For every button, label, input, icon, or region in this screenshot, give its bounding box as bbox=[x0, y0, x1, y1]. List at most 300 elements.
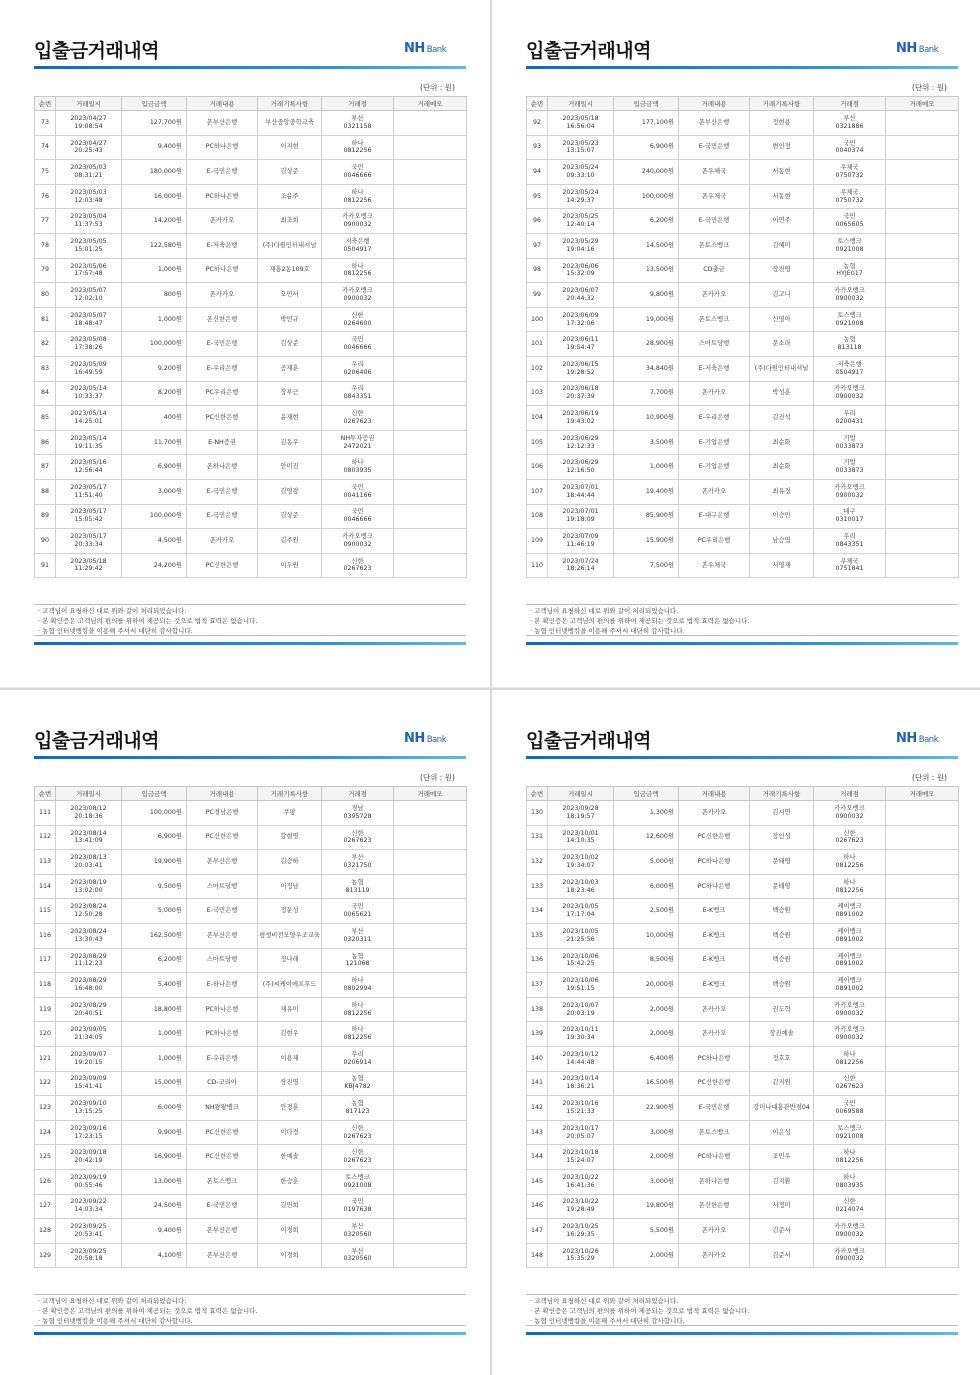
memo-cell bbox=[394, 209, 467, 234]
deposit-amount-cell: 15,900원 bbox=[614, 529, 679, 554]
datetime-cell bbox=[56, 801, 122, 826]
seq-cell: 92 bbox=[527, 111, 548, 136]
branch-cell bbox=[322, 553, 394, 578]
deposit-amount-cell: 7,700원 bbox=[614, 381, 679, 406]
branch-name: 부산 bbox=[351, 854, 364, 862]
branch-name: 하나 bbox=[351, 1026, 364, 1034]
deposit-amount-cell: 14,200원 bbox=[122, 209, 187, 234]
branch-cell bbox=[322, 899, 394, 924]
branch-code: 0267623 bbox=[343, 1157, 372, 1165]
branch-cell bbox=[322, 406, 394, 431]
branch-cell bbox=[814, 825, 886, 850]
date-text: 2023/05/07 bbox=[70, 287, 107, 295]
record-cell: 김혜미 bbox=[750, 233, 814, 258]
deposit-amount-cell: 10,000원 bbox=[614, 923, 679, 948]
datetime-cell bbox=[56, 973, 122, 998]
memo-cell bbox=[886, 135, 959, 160]
time-text: 16:48:00 bbox=[74, 984, 103, 992]
table-row bbox=[35, 1145, 467, 1170]
record-cell: 김상준 bbox=[258, 160, 322, 185]
col-header-deposit: 입금금액 bbox=[122, 97, 187, 111]
branch-code: 0321158 bbox=[343, 122, 372, 130]
branch-code: 813118 bbox=[837, 344, 862, 352]
content-cell: 폰카카오 bbox=[679, 801, 750, 826]
branch-name: 부산 bbox=[351, 1247, 364, 1255]
branch-name: 부산 bbox=[843, 114, 856, 122]
record-cell: 재홍2동109호 bbox=[258, 258, 322, 283]
table-row bbox=[35, 1096, 467, 1121]
footer-rule bbox=[34, 1332, 466, 1335]
deposit-amount-cell: 2,000원 bbox=[614, 997, 679, 1022]
content-cell: 폰토스뱅크 bbox=[187, 1169, 258, 1194]
date-text: 2023/06/11 bbox=[562, 336, 599, 344]
datetime-cell bbox=[548, 825, 614, 850]
branch-code: 0812256 bbox=[343, 270, 372, 278]
record-cell: 강현명 bbox=[258, 825, 322, 850]
seq-cell: 131 bbox=[527, 825, 548, 850]
table-row bbox=[527, 948, 959, 973]
datetime-cell bbox=[548, 406, 614, 431]
datetime-cell bbox=[548, 504, 614, 529]
deposit-amount-cell: 8,200원 bbox=[122, 381, 187, 406]
table-row bbox=[35, 1169, 467, 1194]
date-text: 2023/10/26 bbox=[562, 1247, 599, 1255]
branch-code: 0900032 bbox=[835, 491, 864, 499]
logo-bank-text: Bank bbox=[918, 735, 939, 745]
table-row bbox=[527, 111, 959, 136]
unit-label: (단위 : 원) bbox=[912, 83, 947, 92]
branch-name: 신한 bbox=[351, 829, 364, 837]
date-text: 2023/05/24 bbox=[562, 188, 599, 196]
deposit-amount-cell: 16,900원 bbox=[122, 1145, 187, 1170]
table-row bbox=[35, 825, 467, 850]
deposit-amount-cell: 3,500원 bbox=[614, 430, 679, 455]
col-header-branch: 거래점 bbox=[322, 97, 394, 111]
branch-name: 국민 bbox=[843, 139, 856, 147]
datetime-cell bbox=[56, 258, 122, 283]
branch-code: 0320311 bbox=[343, 935, 372, 943]
memo-cell bbox=[394, 258, 467, 283]
table-row bbox=[527, 332, 959, 357]
branch-name: 카카오뱅크 bbox=[834, 385, 865, 393]
table-row bbox=[35, 184, 467, 209]
memo-cell bbox=[394, 801, 467, 826]
deposit-amount-cell: 240,000원 bbox=[614, 160, 679, 185]
table-row bbox=[35, 874, 467, 899]
date-text: 2023/04/27 bbox=[70, 139, 107, 147]
branch-code: 0267623 bbox=[835, 837, 864, 845]
date-text: 2023/07/24 bbox=[562, 557, 599, 565]
date-text: 2023/10/14 bbox=[562, 1075, 599, 1083]
memo-cell bbox=[886, 381, 959, 406]
datetime-cell bbox=[56, 233, 122, 258]
deposit-amount-cell: 9,900원 bbox=[122, 1120, 187, 1145]
record-cell: 윤재현 bbox=[258, 406, 322, 431]
record-cell: 문태영 bbox=[750, 850, 814, 875]
branch-cell bbox=[814, 1046, 886, 1071]
time-text: 20:25:43 bbox=[74, 147, 103, 155]
branch-cell bbox=[322, 997, 394, 1022]
branch-code: 0812256 bbox=[343, 147, 372, 155]
seq-cell: 130 bbox=[527, 801, 548, 826]
col-header-branch: 거래점 bbox=[814, 97, 886, 111]
branch-code: 0206914 bbox=[343, 1058, 372, 1066]
statement-page-2 bbox=[490, 0, 980, 687]
record-cell: 서동현 bbox=[750, 160, 814, 185]
record-cell: 김상준 bbox=[258, 332, 322, 357]
content-cell: E-국민은행 bbox=[679, 209, 750, 234]
record-cell: 권도혁 bbox=[750, 997, 814, 1022]
record-cell: 장인성 bbox=[750, 825, 814, 850]
content-cell: 폰부산은행 bbox=[187, 1219, 258, 1244]
date-text: 2023/10/02 bbox=[562, 854, 599, 862]
deposit-amount-cell: 2,000원 bbox=[614, 1022, 679, 1047]
date-text: 2023/10/22 bbox=[562, 1173, 599, 1181]
deposit-amount-cell: 18,800원 bbox=[122, 997, 187, 1022]
time-text: 21:25:56 bbox=[566, 935, 595, 943]
seq-cell: 84 bbox=[35, 381, 56, 406]
branch-code: 0065621 bbox=[343, 911, 372, 919]
content-cell: E-국민은행 bbox=[187, 899, 258, 924]
date-text: 2023/05/29 bbox=[562, 237, 599, 245]
seq-cell: 126 bbox=[35, 1169, 56, 1194]
deposit-amount-cell: 14,500원 bbox=[614, 233, 679, 258]
memo-cell bbox=[886, 1046, 959, 1071]
branch-cell bbox=[814, 406, 886, 431]
memo-cell bbox=[394, 1096, 467, 1121]
date-text: 2023/08/24 bbox=[70, 927, 107, 935]
branch-code: 0504917 bbox=[835, 368, 864, 376]
seq-cell: 73 bbox=[35, 111, 56, 136]
branch-name: 국민 bbox=[351, 483, 364, 491]
record-cell: 백승원 bbox=[750, 923, 814, 948]
branch-cell bbox=[322, 1071, 394, 1096]
deposit-amount-cell: 1,000원 bbox=[122, 258, 187, 283]
deposit-amount-cell: 19,000원 bbox=[614, 307, 679, 332]
page-title: 입출금거래내역 bbox=[526, 730, 651, 752]
date-text: 2023/05/17 bbox=[70, 508, 107, 516]
content-cell: 폰카카오 bbox=[679, 1243, 750, 1268]
table-row bbox=[527, 430, 959, 455]
branch-cell bbox=[322, 135, 394, 160]
branch-code: 0320560 bbox=[343, 1230, 372, 1238]
branch-code: 0267623 bbox=[835, 1083, 864, 1091]
time-text: 15:42:25 bbox=[566, 960, 595, 968]
col-header-deposit: 입금금액 bbox=[614, 787, 679, 801]
memo-cell bbox=[886, 1169, 959, 1194]
branch-code: 0504917 bbox=[343, 245, 372, 253]
record-cell: 김승하 bbox=[258, 850, 322, 875]
branch-code: 0812256 bbox=[835, 861, 864, 869]
content-cell: PC하나은행 bbox=[187, 997, 258, 1022]
memo-cell bbox=[394, 1046, 467, 1071]
table-row bbox=[527, 1145, 959, 1170]
table-row bbox=[35, 973, 467, 998]
datetime-cell bbox=[548, 111, 614, 136]
record-cell: 조민우 bbox=[750, 1145, 814, 1170]
date-text: 2023/08/19 bbox=[70, 878, 107, 886]
branch-name: 신한 bbox=[351, 1124, 364, 1132]
branch-cell bbox=[814, 381, 886, 406]
time-text: 19:04:16 bbox=[566, 245, 595, 253]
col-header-datetime: 거래일시 bbox=[56, 97, 122, 111]
seq-cell: 141 bbox=[527, 1071, 548, 1096]
content-cell: E-우리은행 bbox=[187, 1046, 258, 1071]
deposit-amount-cell: 24,500원 bbox=[122, 1194, 187, 1219]
content-cell: PC신한은행 bbox=[187, 825, 258, 850]
branch-code: 0812256 bbox=[343, 196, 372, 204]
branch-cell bbox=[814, 1219, 886, 1244]
date-text: 2023/08/14 bbox=[70, 829, 107, 837]
branch-cell bbox=[814, 973, 886, 998]
content-cell: CD-코리아 bbox=[187, 1071, 258, 1096]
time-text: 12:50:28 bbox=[74, 911, 103, 919]
table-header-row bbox=[527, 787, 959, 801]
content-cell: E-대구은행 bbox=[679, 504, 750, 529]
branch-code: 0267623 bbox=[343, 565, 372, 573]
branch-code: 0921008 bbox=[343, 1181, 372, 1189]
branch-name: 하나 bbox=[351, 1001, 364, 1009]
branch-code: 0267623 bbox=[343, 417, 372, 425]
datetime-cell bbox=[56, 479, 122, 504]
content-cell: 폰우체국 bbox=[679, 553, 750, 578]
deposit-amount-cell: 100,000원 bbox=[614, 184, 679, 209]
branch-name: 우체국 bbox=[840, 557, 859, 565]
seq-cell: 108 bbox=[527, 504, 548, 529]
record-cell: 최유경 bbox=[750, 479, 814, 504]
branch-cell bbox=[322, 1022, 394, 1047]
branch-name: 농협 bbox=[351, 952, 364, 960]
content-cell: PC경남은행 bbox=[187, 801, 258, 826]
content-cell: E-국민은행 bbox=[187, 479, 258, 504]
deposit-amount-cell: 85,900원 bbox=[614, 504, 679, 529]
notice-line: · 본 확인증은 고객님의 편의를 위하여 제공되는 것으로 법적 효력은 없습니다. bbox=[38, 616, 258, 625]
deposit-amount-cell: 10,900원 bbox=[614, 406, 679, 431]
record-cell: 평생비전모양우조교육 bbox=[258, 923, 322, 948]
memo-cell bbox=[886, 184, 959, 209]
seq-cell: 89 bbox=[35, 504, 56, 529]
branch-cell bbox=[322, 1219, 394, 1244]
record-cell: 한승훈 bbox=[258, 1169, 322, 1194]
time-text: 13:15:07 bbox=[566, 147, 595, 155]
deposit-amount-cell: 4,100원 bbox=[122, 1243, 187, 1268]
branch-code: 0900032 bbox=[835, 1230, 864, 1238]
memo-cell bbox=[886, 948, 959, 973]
branch-cell bbox=[814, 1071, 886, 1096]
seq-cell: 115 bbox=[35, 899, 56, 924]
deposit-amount-cell: 9,400원 bbox=[122, 1219, 187, 1244]
content-cell: PC하나은행 bbox=[679, 1046, 750, 1071]
time-text: 00:55:46 bbox=[74, 1181, 103, 1189]
date-text: 2023/06/29 bbox=[562, 459, 599, 467]
memo-cell bbox=[394, 479, 467, 504]
col-header-content: 거래내용 bbox=[679, 787, 750, 801]
memo-cell bbox=[886, 209, 959, 234]
datetime-cell bbox=[548, 1194, 614, 1219]
record-cell: 백승원 bbox=[750, 948, 814, 973]
content-cell: 폰하나은행 bbox=[679, 1169, 750, 1194]
branch-cell bbox=[814, 923, 886, 948]
datetime-cell bbox=[56, 111, 122, 136]
branch-cell bbox=[814, 332, 886, 357]
datetime-cell bbox=[56, 997, 122, 1022]
memo-cell bbox=[394, 899, 467, 924]
branch-code: KBJ4782 bbox=[344, 1083, 371, 1091]
branch-name: 토스뱅크 bbox=[345, 1173, 370, 1181]
branch-name: 국민 bbox=[351, 508, 364, 516]
record-cell: 김준서 bbox=[750, 1219, 814, 1244]
datetime-cell bbox=[56, 381, 122, 406]
branch-code: 0310017 bbox=[835, 516, 864, 524]
content-cell: PC신한은행 bbox=[679, 825, 750, 850]
logo-bank-text: Bank bbox=[918, 45, 939, 55]
datetime-cell bbox=[548, 1169, 614, 1194]
branch-code: 0803935 bbox=[835, 1181, 864, 1189]
datetime-cell bbox=[56, 1022, 122, 1047]
date-text: 2023/05/25 bbox=[562, 213, 599, 221]
branch-code: 0033873 bbox=[835, 442, 864, 450]
table-header-row bbox=[527, 97, 959, 111]
logo-bank-text: Bank bbox=[426, 45, 447, 55]
table-row bbox=[527, 209, 959, 234]
branch-cell bbox=[322, 1120, 394, 1145]
record-cell: 문태영 bbox=[750, 874, 814, 899]
deposit-amount-cell: 13,500원 bbox=[614, 258, 679, 283]
deposit-amount-cell: 1,000원 bbox=[122, 1022, 187, 1047]
branch-name: 신한 bbox=[843, 829, 856, 837]
col-header-memo: 거래메모 bbox=[886, 787, 959, 801]
date-text: 2023/10/06 bbox=[562, 977, 599, 985]
memo-cell bbox=[394, 997, 467, 1022]
seq-cell: 139 bbox=[527, 1022, 548, 1047]
record-cell: 최순화 bbox=[750, 455, 814, 480]
branch-code: 0197638 bbox=[343, 1206, 372, 1214]
branch-code: 0040374 bbox=[835, 147, 864, 155]
seq-cell: 107 bbox=[527, 479, 548, 504]
memo-cell bbox=[886, 1243, 959, 1268]
content-cell: 폰우체국 bbox=[679, 184, 750, 209]
record-cell: 한예솔 bbox=[258, 1145, 322, 1170]
table-row bbox=[35, 948, 467, 973]
datetime-cell bbox=[56, 160, 122, 185]
memo-cell bbox=[394, 529, 467, 554]
table-row bbox=[35, 899, 467, 924]
time-text: 12:03:48 bbox=[74, 196, 103, 204]
time-text: 14:44:48 bbox=[566, 1058, 595, 1066]
branch-code: 0320560 bbox=[343, 1255, 372, 1263]
table-body bbox=[527, 111, 959, 578]
footer-rule bbox=[526, 642, 958, 645]
time-text: 16:29:35 bbox=[566, 1230, 595, 1238]
datetime-cell bbox=[56, 1096, 122, 1121]
branch-cell bbox=[814, 160, 886, 185]
memo-cell bbox=[886, 1120, 959, 1145]
memo-cell bbox=[886, 111, 959, 136]
deposit-amount-cell: 8,500원 bbox=[614, 948, 679, 973]
datetime-cell bbox=[56, 307, 122, 332]
branch-code: 0751841 bbox=[835, 565, 864, 573]
content-cell: 폰카카오 bbox=[187, 209, 258, 234]
branch-code: 0267623 bbox=[343, 1132, 372, 1140]
date-text: 2023/10/06 bbox=[562, 952, 599, 960]
branch-name: 카카오뱅크 bbox=[834, 1001, 865, 1009]
branch-code: 0921008 bbox=[835, 319, 864, 327]
notice-line: · 농협 인터넷뱅킹을 이용해 주셔서 대단히 감사합니다. bbox=[38, 626, 193, 635]
deposit-amount-cell: 100,000원 bbox=[122, 504, 187, 529]
branch-code: 0803935 bbox=[343, 467, 372, 475]
datetime-cell bbox=[56, 1046, 122, 1071]
memo-cell bbox=[394, 504, 467, 529]
branch-name: 케이뱅크 bbox=[837, 927, 862, 935]
memo-cell bbox=[886, 1096, 959, 1121]
branch-name: 신한 bbox=[351, 557, 364, 565]
branch-cell bbox=[814, 283, 886, 308]
date-text: 2023/09/19 bbox=[70, 1173, 107, 1181]
branch-cell bbox=[322, 973, 394, 998]
deposit-amount-cell: 9,800원 bbox=[614, 283, 679, 308]
deposit-amount-cell: 12,600원 bbox=[614, 825, 679, 850]
col-header-deposit: 입금금액 bbox=[614, 97, 679, 111]
time-text: 20:33:34 bbox=[74, 540, 103, 548]
seq-cell: 98 bbox=[527, 258, 548, 283]
content-cell: 스마트당행 bbox=[679, 332, 750, 357]
header-rule bbox=[526, 756, 958, 759]
branch-name: 우리 bbox=[843, 533, 856, 541]
date-text: 2023/05/14 bbox=[70, 385, 107, 393]
branch-code: 0046666 bbox=[343, 344, 372, 352]
seq-cell: 127 bbox=[35, 1194, 56, 1219]
branch-cell bbox=[322, 923, 394, 948]
time-text: 20:53:41 bbox=[74, 1230, 103, 1238]
branch-cell bbox=[322, 283, 394, 308]
transaction-table bbox=[34, 96, 467, 578]
datetime-cell bbox=[548, 529, 614, 554]
record-cell: 김고니 bbox=[750, 283, 814, 308]
record-cell: 이승민 bbox=[750, 504, 814, 529]
date-text: 2023/04/27 bbox=[70, 114, 107, 122]
table-row bbox=[35, 1194, 467, 1219]
table-row bbox=[35, 479, 467, 504]
branch-code: 0750732 bbox=[835, 171, 864, 179]
table-body bbox=[35, 111, 467, 578]
record-cell: 오민서 bbox=[258, 283, 322, 308]
branch-code: 0812256 bbox=[343, 1009, 372, 1017]
logo-nh-text: NH bbox=[404, 41, 425, 56]
datetime-cell bbox=[548, 307, 614, 332]
time-text: 11:37:53 bbox=[74, 221, 103, 229]
time-text: 12:12:33 bbox=[566, 442, 595, 450]
branch-name: 신한 bbox=[351, 410, 364, 418]
seq-cell: 146 bbox=[527, 1194, 548, 1219]
table-row bbox=[527, 504, 959, 529]
time-text: 20:03:41 bbox=[74, 861, 103, 869]
table-row bbox=[35, 406, 467, 431]
col-header-branch: 거래점 bbox=[814, 787, 886, 801]
memo-cell bbox=[886, 973, 959, 998]
logo-nh-text: NH bbox=[896, 41, 917, 56]
memo-cell bbox=[886, 825, 959, 850]
unit-label: (단위 : 원) bbox=[420, 773, 455, 782]
nh-bank-logo bbox=[896, 41, 938, 56]
branch-name: 농협 bbox=[843, 262, 856, 270]
branch-name: 저축은행 bbox=[345, 237, 370, 245]
time-text: 21:34:05 bbox=[74, 1034, 103, 1042]
notice-line: · 고객님이 요청하신 대로 위와 같이 처리되었습니다. bbox=[530, 1297, 679, 1305]
seq-cell: 112 bbox=[35, 825, 56, 850]
seq-cell: 81 bbox=[35, 307, 56, 332]
content-cell: E-저축은행 bbox=[679, 356, 750, 381]
branch-code: 0921008 bbox=[835, 245, 864, 253]
